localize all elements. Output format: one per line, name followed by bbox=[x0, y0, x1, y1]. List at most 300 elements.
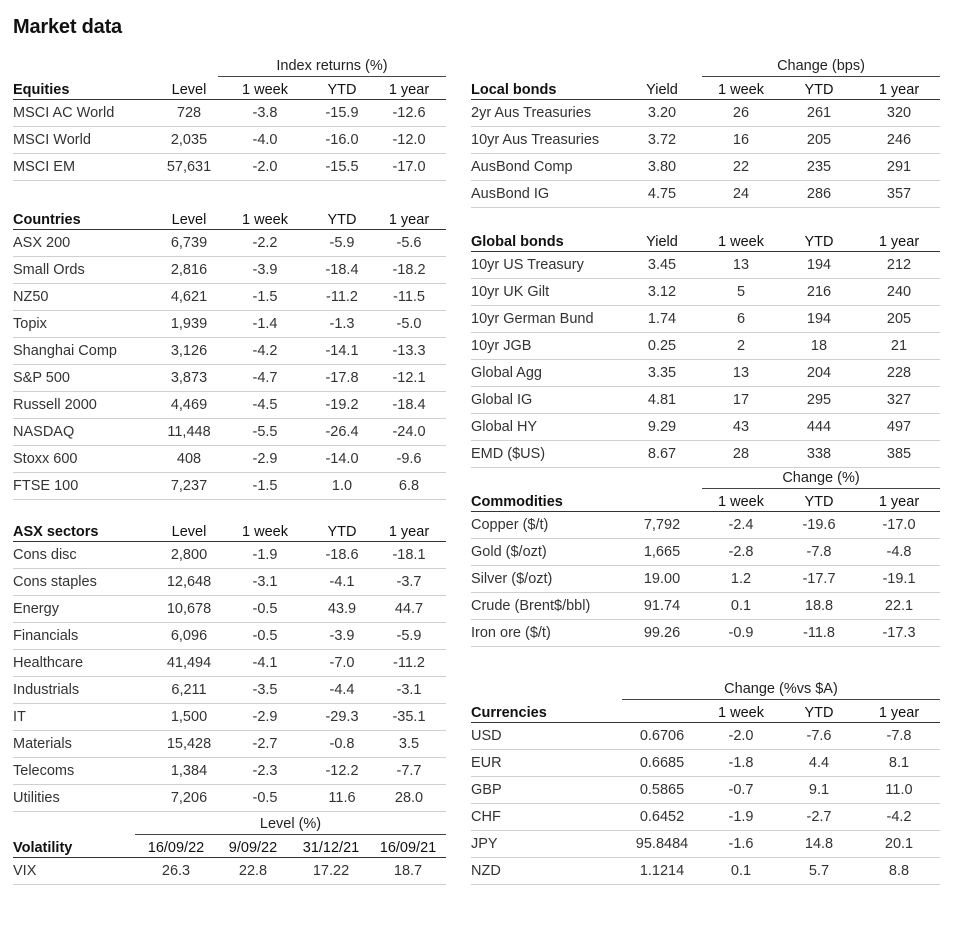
cell-value: -7.6 bbox=[806, 728, 832, 744]
row-label: Small Ords bbox=[13, 262, 85, 278]
global-bonds-table bbox=[471, 228, 940, 468]
cell-value: -2.4 bbox=[728, 517, 754, 533]
global-bonds-title: Global bonds bbox=[471, 234, 564, 250]
cell-value: 205 bbox=[886, 311, 912, 327]
cell-value: 1,665 bbox=[643, 544, 681, 560]
row-label: FTSE 100 bbox=[13, 478, 79, 494]
cell-value: 6.8 bbox=[398, 478, 420, 494]
table-row bbox=[13, 257, 446, 284]
table-row bbox=[13, 284, 446, 311]
column-header: 1 week bbox=[718, 82, 764, 98]
cell-value: -11.8 bbox=[803, 625, 835, 641]
table-row bbox=[471, 181, 940, 208]
row-label: EMD ($US) bbox=[471, 446, 546, 462]
cell-value: 4,621 bbox=[170, 289, 208, 305]
cell-value: -4.4 bbox=[329, 682, 355, 698]
row-label: 10yr German Bund bbox=[471, 311, 594, 327]
table-row bbox=[13, 596, 446, 623]
cell-value: 0.6685 bbox=[639, 755, 685, 771]
table-row bbox=[13, 785, 446, 812]
row-label: ASX 200 bbox=[13, 235, 71, 251]
cell-value: -17.0 bbox=[882, 517, 916, 533]
table-row bbox=[471, 858, 940, 885]
table-row bbox=[13, 419, 446, 446]
table-row bbox=[13, 100, 446, 127]
cell-value: -18.1 bbox=[392, 547, 426, 563]
cell-value: 43 bbox=[732, 419, 750, 435]
column-header: 9/09/22 bbox=[228, 840, 278, 856]
cell-value: -2.0 bbox=[252, 159, 278, 175]
cell-value: 20.1 bbox=[884, 836, 914, 852]
column-header: 1 year bbox=[878, 705, 920, 721]
column-header: 1 week bbox=[242, 524, 288, 540]
cell-value: -0.5 bbox=[252, 628, 278, 644]
table-row bbox=[471, 100, 940, 127]
cell-value: -4.2 bbox=[886, 809, 912, 825]
cell-value: -15.5 bbox=[325, 159, 359, 175]
row-label: Shanghai Comp bbox=[13, 343, 117, 359]
cell-value: -2.9 bbox=[252, 451, 278, 467]
row-label: MSCI AC World bbox=[13, 105, 115, 121]
commodities-header-row bbox=[471, 488, 940, 512]
currencies-title: Currencies bbox=[471, 705, 547, 721]
cell-value: -18.4 bbox=[392, 397, 426, 413]
row-label: Copper ($/t) bbox=[471, 517, 549, 533]
cell-value: -2.9 bbox=[252, 709, 278, 725]
table-row bbox=[471, 154, 940, 181]
cell-value: -4.8 bbox=[886, 544, 912, 560]
cell-value: 28.0 bbox=[394, 790, 424, 806]
table-row bbox=[471, 804, 940, 831]
row-label: Financials bbox=[13, 628, 79, 644]
cell-value: -1.6 bbox=[728, 836, 754, 852]
column-header: Level bbox=[171, 524, 207, 540]
cell-value: -1.3 bbox=[329, 316, 355, 332]
cell-value: 91.74 bbox=[643, 598, 681, 614]
cell-value: 228 bbox=[886, 365, 912, 381]
cell-value: 7,792 bbox=[643, 517, 681, 533]
cell-value: -4.1 bbox=[329, 574, 355, 590]
asx-sectors-header-row bbox=[13, 518, 446, 542]
column-header: 1 year bbox=[388, 212, 430, 228]
cell-value: 8.8 bbox=[888, 863, 910, 879]
cell-value: 17.22 bbox=[312, 863, 350, 879]
equities-table bbox=[13, 58, 446, 181]
cell-value: -1.9 bbox=[728, 809, 754, 825]
row-label: Silver ($/ozt) bbox=[471, 571, 553, 587]
table-row bbox=[13, 365, 446, 392]
commodities-table bbox=[471, 470, 940, 647]
table-row bbox=[13, 542, 446, 569]
cell-value: 240 bbox=[886, 284, 912, 300]
cell-value: -26.4 bbox=[325, 424, 359, 440]
row-label: Russell 2000 bbox=[13, 397, 97, 413]
column-header: 16/09/22 bbox=[147, 840, 205, 856]
table-row bbox=[13, 650, 446, 677]
row-label: NZ50 bbox=[13, 289, 49, 305]
cell-value: 3.5 bbox=[398, 736, 420, 752]
countries-header-row bbox=[13, 206, 446, 230]
column-header: 1 year bbox=[388, 524, 430, 540]
cell-value: 57,631 bbox=[166, 159, 212, 175]
table-row bbox=[471, 777, 940, 804]
cell-value: -18.4 bbox=[325, 262, 359, 278]
table-row bbox=[13, 623, 446, 650]
cell-value: -2.0 bbox=[728, 728, 754, 744]
cell-value: 194 bbox=[806, 311, 832, 327]
column-header: 1 week bbox=[242, 82, 288, 98]
row-label: 10yr US Treasury bbox=[471, 257, 584, 273]
cell-value: -17.3 bbox=[882, 625, 916, 641]
table-row bbox=[471, 620, 940, 647]
cell-value: 99.26 bbox=[643, 625, 681, 641]
cell-value: -5.0 bbox=[396, 316, 422, 332]
cell-value: -5.9 bbox=[396, 628, 422, 644]
cell-value: 6,096 bbox=[170, 628, 208, 644]
column-header: YTD bbox=[327, 82, 357, 98]
cell-value: -18.6 bbox=[325, 547, 359, 563]
row-label: Cons staples bbox=[13, 574, 97, 590]
cell-value: -11.2 bbox=[393, 655, 425, 671]
cell-value: 18.8 bbox=[804, 598, 834, 614]
table-row bbox=[13, 473, 446, 500]
cell-value: 194 bbox=[806, 257, 832, 273]
column-header: 1 week bbox=[242, 212, 288, 228]
cell-value: -3.9 bbox=[252, 262, 278, 278]
cell-value: 5.7 bbox=[808, 863, 830, 879]
cell-value: 320 bbox=[886, 105, 912, 121]
row-label: 10yr JGB bbox=[471, 338, 532, 354]
table-row bbox=[13, 731, 446, 758]
row-label: MSCI World bbox=[13, 132, 91, 148]
table-row bbox=[471, 360, 940, 387]
row-label: VIX bbox=[13, 863, 37, 879]
table-row bbox=[13, 858, 446, 885]
table-row bbox=[471, 831, 940, 858]
cell-value: -3.7 bbox=[396, 574, 422, 590]
row-label: Materials bbox=[13, 736, 72, 752]
commodities-super-header: Change (%) bbox=[702, 470, 940, 489]
cell-value: -1.9 bbox=[252, 547, 278, 563]
cell-value: -4.7 bbox=[252, 370, 278, 386]
column-header: Yield bbox=[646, 234, 678, 250]
cell-value: 0.5865 bbox=[639, 782, 685, 798]
row-label: 2yr Aus Treasuries bbox=[471, 105, 592, 121]
cell-value: -3.1 bbox=[252, 574, 278, 590]
local-bonds-title: Local bonds bbox=[471, 82, 557, 98]
equities-header-row bbox=[13, 76, 446, 100]
currencies-super-header: Change (%vs $A) bbox=[622, 681, 940, 700]
row-label: Gold ($/ozt) bbox=[471, 544, 547, 560]
cell-value: -5.5 bbox=[252, 424, 278, 440]
cell-value: -4.0 bbox=[252, 132, 278, 148]
cell-value: -0.7 bbox=[728, 782, 754, 798]
asx-sectors-table bbox=[13, 518, 446, 812]
table-row bbox=[471, 127, 940, 154]
volatility-title: Volatility bbox=[13, 840, 73, 856]
cell-value: 2,035 bbox=[170, 132, 208, 148]
cell-value: 28 bbox=[732, 446, 750, 462]
cell-value: 212 bbox=[886, 257, 912, 273]
countries-title: Countries bbox=[13, 212, 81, 228]
row-label: AusBond Comp bbox=[471, 159, 573, 175]
cell-value: 11.0 bbox=[885, 782, 913, 798]
table-row bbox=[471, 279, 940, 306]
table-row bbox=[471, 441, 940, 468]
row-label: NZD bbox=[471, 863, 501, 879]
row-label: Telecoms bbox=[13, 763, 75, 779]
cell-value: 10,678 bbox=[166, 601, 212, 617]
cell-value: -16.0 bbox=[325, 132, 359, 148]
cell-value: 44.7 bbox=[394, 601, 424, 617]
row-label: Global Agg bbox=[471, 365, 542, 381]
cell-value: 1,500 bbox=[170, 709, 208, 725]
page-title: Market data bbox=[13, 16, 122, 38]
cell-value: 19.00 bbox=[643, 571, 681, 587]
cell-value: 16 bbox=[732, 132, 750, 148]
cell-value: 2,800 bbox=[170, 547, 208, 563]
table-row bbox=[471, 387, 940, 414]
row-label: USD bbox=[471, 728, 502, 744]
cell-value: 3.35 bbox=[647, 365, 677, 381]
cell-value: 408 bbox=[176, 451, 202, 467]
cell-value: 1.0 bbox=[331, 478, 353, 494]
cell-value: 6 bbox=[736, 311, 746, 327]
local-bonds-header-row bbox=[471, 76, 940, 100]
row-label: EUR bbox=[471, 755, 502, 771]
cell-value: -17.8 bbox=[325, 370, 359, 386]
cell-value: -0.9 bbox=[728, 625, 754, 641]
cell-value: 235 bbox=[806, 159, 832, 175]
currencies-table bbox=[471, 681, 940, 885]
row-label: Energy bbox=[13, 601, 59, 617]
column-header: 1 week bbox=[718, 494, 764, 510]
cell-value: 8.1 bbox=[888, 755, 910, 771]
cell-value: -15.9 bbox=[325, 105, 359, 121]
table-row bbox=[471, 414, 940, 441]
cell-value: 0.6706 bbox=[639, 728, 685, 744]
cell-value: 8.67 bbox=[647, 446, 677, 462]
cell-value: 24 bbox=[732, 186, 750, 202]
cell-value: 1.2 bbox=[730, 571, 752, 587]
cell-value: 4.75 bbox=[647, 186, 677, 202]
column-header: YTD bbox=[804, 82, 834, 98]
cell-value: -13.3 bbox=[392, 343, 426, 359]
currencies-header-row bbox=[471, 699, 940, 723]
cell-value: -29.3 bbox=[325, 709, 359, 725]
cell-value: 3,126 bbox=[170, 343, 208, 359]
cell-value: 3.45 bbox=[647, 257, 677, 273]
column-header: YTD bbox=[804, 705, 834, 721]
cell-value: -9.6 bbox=[396, 451, 422, 467]
row-label: Global IG bbox=[471, 392, 533, 408]
cell-value: 444 bbox=[806, 419, 832, 435]
asx-sectors-title: ASX sectors bbox=[13, 524, 99, 540]
cell-value: -17.7 bbox=[802, 571, 836, 587]
cell-value: 21 bbox=[890, 338, 908, 354]
cell-value: 4,469 bbox=[170, 397, 208, 413]
cell-value: 22.8 bbox=[238, 863, 268, 879]
cell-value: 3.72 bbox=[647, 132, 677, 148]
cell-value: -12.6 bbox=[392, 105, 426, 121]
cell-value: 0.1 bbox=[730, 863, 752, 879]
countries-table bbox=[13, 206, 446, 500]
column-header: YTD bbox=[327, 212, 357, 228]
cell-value: -3.9 bbox=[329, 628, 355, 644]
cell-value: -3.1 bbox=[396, 682, 422, 698]
cell-value: 216 bbox=[806, 284, 832, 300]
table-row bbox=[471, 750, 940, 777]
table-row bbox=[13, 446, 446, 473]
cell-value: 2,816 bbox=[170, 262, 208, 278]
row-label: GBP bbox=[471, 782, 502, 798]
cell-value: 17 bbox=[732, 392, 750, 408]
cell-value: 11,448 bbox=[167, 424, 211, 440]
cell-value: -1.5 bbox=[252, 289, 278, 305]
cell-value: -17.0 bbox=[392, 159, 426, 175]
cell-value: 728 bbox=[176, 105, 202, 121]
cell-value: 205 bbox=[806, 132, 832, 148]
local-bonds-super-header: Change (bps) bbox=[702, 58, 940, 77]
cell-value: -12.0 bbox=[392, 132, 426, 148]
column-header: 1 year bbox=[388, 82, 430, 98]
cell-value: 9.1 bbox=[808, 782, 830, 798]
cell-value: -2.2 bbox=[252, 235, 278, 251]
cell-value: -3.8 bbox=[252, 105, 278, 121]
cell-value: -3.5 bbox=[252, 682, 278, 698]
local-bonds-table bbox=[471, 58, 940, 208]
row-label: Healthcare bbox=[13, 655, 84, 671]
row-label: Industrials bbox=[13, 682, 80, 698]
cell-value: -0.8 bbox=[329, 736, 355, 752]
cell-value: 1,939 bbox=[170, 316, 208, 332]
column-header: YTD bbox=[804, 494, 834, 510]
cell-value: 41,494 bbox=[166, 655, 212, 671]
cell-value: 5 bbox=[736, 284, 746, 300]
row-label: AusBond IG bbox=[471, 186, 550, 202]
row-label: Utilities bbox=[13, 790, 60, 806]
table-row bbox=[13, 392, 446, 419]
cell-value: -35.1 bbox=[392, 709, 426, 725]
cell-value: 13 bbox=[732, 365, 750, 381]
row-label: 10yr Aus Treasuries bbox=[471, 132, 600, 148]
cell-value: 26.3 bbox=[161, 863, 191, 879]
cell-value: -18.2 bbox=[392, 262, 426, 278]
row-label: 10yr UK Gilt bbox=[471, 284, 550, 300]
table-row bbox=[13, 758, 446, 785]
cell-value: 0.1 bbox=[730, 598, 752, 614]
table-row bbox=[471, 306, 940, 333]
cell-value: 291 bbox=[886, 159, 912, 175]
cell-value: -4.2 bbox=[252, 343, 278, 359]
cell-value: 2 bbox=[736, 338, 746, 354]
volatility-super-header: Level (%) bbox=[135, 816, 446, 835]
cell-value: -0.5 bbox=[252, 790, 278, 806]
cell-value: -12.2 bbox=[325, 763, 359, 779]
cell-value: 295 bbox=[806, 392, 832, 408]
cell-value: 0.6452 bbox=[639, 809, 685, 825]
volatility-table bbox=[13, 816, 446, 885]
row-label: S&P 500 bbox=[13, 370, 70, 386]
cell-value: -11.5 bbox=[393, 289, 425, 305]
row-label: Stoxx 600 bbox=[13, 451, 78, 467]
cell-value: 7,237 bbox=[170, 478, 208, 494]
table-row bbox=[471, 593, 940, 620]
cell-value: 1.1214 bbox=[639, 863, 685, 879]
column-header: 31/12/21 bbox=[302, 840, 360, 856]
cell-value: 43.9 bbox=[327, 601, 357, 617]
row-label: NASDAQ bbox=[13, 424, 75, 440]
cell-value: 95.8484 bbox=[635, 836, 689, 852]
cell-value: 6,211 bbox=[171, 682, 207, 698]
cell-value: -4.5 bbox=[252, 397, 278, 413]
cell-value: 3.12 bbox=[647, 284, 677, 300]
cell-value: 286 bbox=[806, 186, 832, 202]
table-row bbox=[471, 512, 940, 539]
cell-value: 338 bbox=[806, 446, 832, 462]
table-row bbox=[471, 539, 940, 566]
cell-value: 6,739 bbox=[170, 235, 208, 251]
row-label: JPY bbox=[471, 836, 498, 852]
cell-value: -19.2 bbox=[325, 397, 359, 413]
cell-value: -7.0 bbox=[329, 655, 355, 671]
cell-value: 497 bbox=[886, 419, 912, 435]
row-label: Global HY bbox=[471, 419, 538, 435]
cell-value: 0.25 bbox=[647, 338, 677, 354]
cell-value: -7.8 bbox=[806, 544, 832, 560]
volatility-header-row bbox=[13, 834, 446, 858]
row-label: Crude (Brent$/bbl) bbox=[471, 598, 591, 614]
cell-value: 1.74 bbox=[647, 311, 677, 327]
commodities-title: Commodities bbox=[471, 494, 563, 510]
row-label: Iron ore ($/t) bbox=[471, 625, 551, 641]
cell-value: 3.80 bbox=[647, 159, 677, 175]
column-header: YTD bbox=[804, 234, 834, 250]
table-row bbox=[13, 127, 446, 154]
cell-value: -11.2 bbox=[326, 289, 358, 305]
cell-value: 357 bbox=[886, 186, 912, 202]
cell-value: 261 bbox=[806, 105, 832, 121]
cell-value: -0.5 bbox=[252, 601, 278, 617]
cell-value: 22.1 bbox=[884, 598, 914, 614]
cell-value: 4.4 bbox=[808, 755, 830, 771]
table-row bbox=[471, 333, 940, 360]
cell-value: 327 bbox=[886, 392, 912, 408]
cell-value: -2.8 bbox=[728, 544, 754, 560]
cell-value: 14.8 bbox=[804, 836, 834, 852]
column-header: 1 week bbox=[718, 234, 764, 250]
cell-value: -5.6 bbox=[396, 235, 422, 251]
cell-value: 26 bbox=[732, 105, 750, 121]
cell-value: 18 bbox=[810, 338, 828, 354]
cell-value: 3,873 bbox=[170, 370, 208, 386]
cell-value: 4.81 bbox=[647, 392, 677, 408]
row-label: CHF bbox=[471, 809, 501, 825]
column-header: Yield bbox=[646, 82, 678, 98]
table-row bbox=[471, 566, 940, 593]
cell-value: 7,206 bbox=[170, 790, 208, 806]
column-header: Level bbox=[171, 82, 207, 98]
row-label: Cons disc bbox=[13, 547, 77, 563]
table-row bbox=[13, 311, 446, 338]
column-header: 1 year bbox=[878, 82, 920, 98]
table-row bbox=[13, 338, 446, 365]
cell-value: 385 bbox=[886, 446, 912, 462]
cell-value: 246 bbox=[886, 132, 912, 148]
cell-value: 3.20 bbox=[647, 105, 677, 121]
cell-value: 18.7 bbox=[393, 863, 423, 879]
cell-value: -7.8 bbox=[886, 728, 912, 744]
